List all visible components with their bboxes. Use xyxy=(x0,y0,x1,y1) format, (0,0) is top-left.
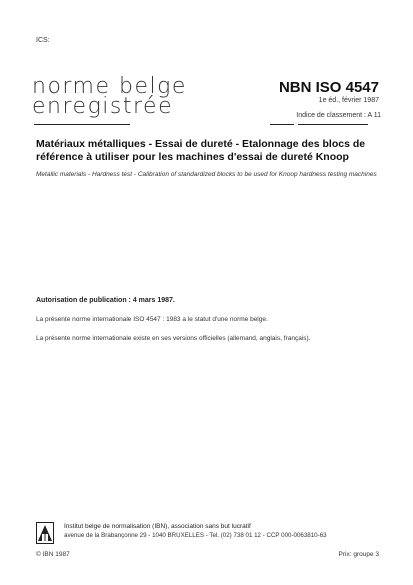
enregistree-title: enregistrée xyxy=(32,94,174,119)
status-paragraph: La présente norme internationale ISO 4547 : 1983 a le statut d'une norme belge. xyxy=(36,316,268,323)
edition-date: 1e éd., février 1987 xyxy=(318,97,379,104)
divider-right xyxy=(298,124,368,125)
classification-index: Indice de classement : A 11 xyxy=(296,112,381,119)
divider-right-short xyxy=(270,124,294,125)
price-group: Prix: groupe 3 xyxy=(338,551,379,558)
divider-left xyxy=(34,124,130,125)
versions-paragraph: La présente norme internationale existe en ses versions officielles (allemand, anglais, français). xyxy=(36,335,311,342)
copyright: © IBN 1987 xyxy=(36,551,70,558)
ibn-logo-icon xyxy=(36,522,54,544)
document-subtitle: Metallic materials - Hardness test - Calibration of standardized blocks to be used for Knoop hardness testing machines xyxy=(36,171,377,178)
document-title: Matériaux métalliques - Essai de dureté - Etalonnage des blocs de référence à utiliser pour les machines d'essai de dureté Knoop xyxy=(36,138,366,163)
ics-label: ICS: xyxy=(36,37,50,44)
institute-address: avenue de la Brabançonne 29 - 1040 BRUXELLES - Tel. (02) 738 01 12 - CCP 000-0063810-63 xyxy=(64,532,327,539)
norme-belge-title: norme belge xyxy=(32,74,187,99)
standard-number: NBN ISO 4547 xyxy=(278,79,379,96)
publication-authorization: Autorisation de publication : 4 mars 1987. xyxy=(36,297,175,304)
institute-name: Institut belge de normalisation (IBN), association sans but lucratif xyxy=(64,523,251,530)
